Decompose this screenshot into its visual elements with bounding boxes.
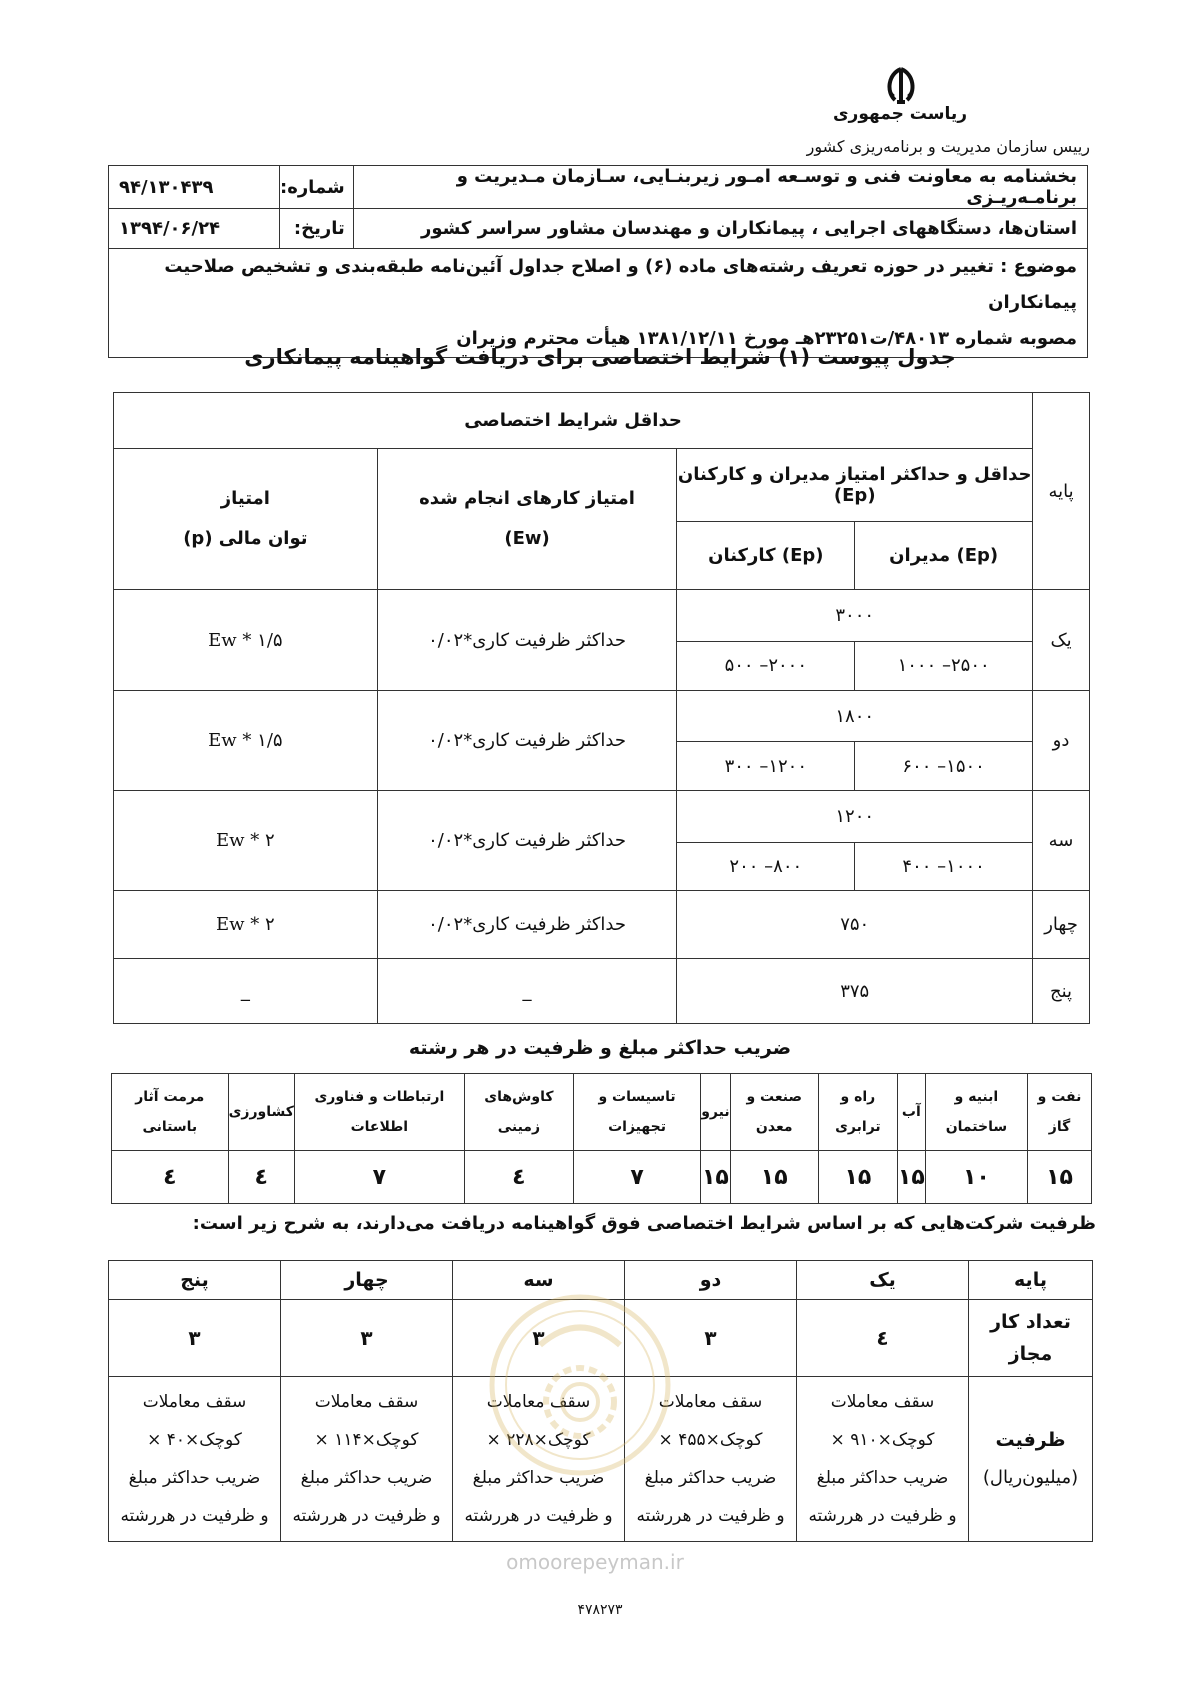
p-cell: _ xyxy=(114,959,378,1024)
managers-range-cell: ۱۰۰۰– ۴۰۰ xyxy=(855,842,1033,891)
grade-col-cell: سه xyxy=(453,1261,625,1300)
capacity-line: کوچک×۴۰ × xyxy=(147,1430,242,1450)
iran-emblem-icon xyxy=(878,66,924,106)
capacity-line: ضریب حداکثر مبلغ xyxy=(644,1468,777,1488)
date-label: تاریخ: xyxy=(280,209,354,249)
number-label: شماره: xyxy=(280,166,354,209)
capacity-line: و ظرفیت در هررشته xyxy=(808,1506,957,1526)
field-value-cell: ۱۵ xyxy=(701,1151,730,1204)
p-header xyxy=(114,449,378,590)
field-name-cell: نفت و گاز xyxy=(1028,1074,1092,1151)
managers-range-cell: ۱۵۰۰– ۶۰۰ xyxy=(855,742,1033,791)
grade-col-cell: دو xyxy=(625,1261,797,1300)
field-value-cell: ۷ xyxy=(573,1151,700,1204)
ew-header-sub: (Ew) xyxy=(504,528,550,550)
field-name-cell: ارتباطات و فناوری اطلاعات xyxy=(294,1074,464,1151)
managers-range-cell: ۲۵۰۰– ۱۰۰۰ xyxy=(855,642,1033,691)
jobs-cell: ۳ xyxy=(281,1300,453,1377)
field-name-cell: ابنیه و ساختمان xyxy=(925,1074,1027,1151)
p-cell: ۱/۵ * Ew xyxy=(114,590,378,690)
grade-col-cell: پنج xyxy=(109,1261,281,1300)
grade-cell: سه xyxy=(1033,790,1090,890)
field-name-cell: نیرو xyxy=(701,1074,730,1151)
ep-total-cell: ۳۷۵ xyxy=(677,959,1033,1024)
jobs-cell: ٤ xyxy=(797,1300,969,1377)
capacity-line: سقف معاملات xyxy=(142,1392,247,1412)
managers-header: (Ep) مدیران xyxy=(855,522,1033,590)
field-name-cell: کاوش‌های زمینی xyxy=(464,1074,573,1151)
field-value-cell: ۷ xyxy=(294,1151,464,1204)
jobs-cell: ۳ xyxy=(109,1300,281,1377)
ew-cell: _ xyxy=(377,959,677,1024)
capacity-line: و ظرفیت در هررشته xyxy=(636,1506,785,1526)
subject-line-2: مصوبه شماره ۴۸۰۱۳/ت۲۳۲۵۱هـ مورخ ۱۳۸۱/۱۲/۱۱ هیأت محترم وزیران xyxy=(456,328,1077,349)
ep-total-cell: ۱۸۰۰ xyxy=(677,690,1033,742)
p-cell: ۱/۵ * Ew xyxy=(114,690,378,790)
ew-header-label: امتیاز کارهای انجام شده xyxy=(419,488,635,510)
field-name-cell: راه و ترابری xyxy=(818,1074,897,1151)
field-value-cell: ۱۵ xyxy=(818,1151,897,1204)
capacity-line: کوچک×۹۱۰ × xyxy=(830,1430,935,1450)
head-official-line: رییس سازمان مدیریت و برنامه‌ریزی کشور xyxy=(806,137,1090,156)
field-value-cell: ٤ xyxy=(464,1151,573,1204)
staff-range-cell: ۱۲۰۰– ۳۰۰ xyxy=(677,742,855,791)
presidency-title: ریاست جمهوری xyxy=(832,104,968,124)
page-number: ۴۷۸۲۷۳ xyxy=(577,1602,623,1618)
capacity-cell xyxy=(797,1377,969,1542)
capacity-line: ضریب حداکثر مبلغ xyxy=(816,1468,949,1488)
ew-cell: حداکثر ظرفیت کاری*۰/۰۲ xyxy=(377,790,677,890)
capacity-line: کوچک×۲۲۸ × xyxy=(486,1430,591,1450)
capacity-line: سقف معاملات xyxy=(658,1392,763,1412)
grade-cell: یک xyxy=(1033,590,1090,690)
ep-total-cell: ۳۰۰۰ xyxy=(677,590,1033,642)
p-cell: ۲ * Ew xyxy=(114,790,378,890)
capacity-cell xyxy=(109,1377,281,1542)
capacity-line: و ظرفیت در هررشته xyxy=(120,1506,269,1526)
date-value: ۱۳۹۴/۰۶/۲۴ xyxy=(109,209,280,249)
capacity-line: و ظرفیت در هررشته xyxy=(464,1506,613,1526)
field-value-cell: ۱۰ xyxy=(925,1151,1027,1204)
field-value-cell: ۱۵ xyxy=(1028,1151,1092,1204)
ep-total-cell: ۷۵۰ xyxy=(677,891,1033,959)
field-name-cell: تاسیسات و تجهیزات xyxy=(573,1074,700,1151)
coefficient-table xyxy=(111,1073,1092,1204)
field-name-cell: مرمت آثار باستانی xyxy=(112,1074,229,1151)
field-name-cell: آب xyxy=(897,1074,925,1151)
capacity-line: ضریب حداکثر مبلغ xyxy=(300,1468,433,1488)
capacity-line: و ظرفیت در هررشته xyxy=(292,1506,441,1526)
jobs-cell: ۳ xyxy=(625,1300,797,1377)
capacity-line: ضریب حداکثر مبلغ xyxy=(472,1468,605,1488)
ep-header: حداقل و حداکثر امتیاز مدیران و کارکنان (Ep) xyxy=(677,449,1033,522)
capacity-line: ضریب حداکثر مبلغ xyxy=(128,1468,261,1488)
field-name-cell: کشاورزی xyxy=(228,1074,294,1151)
grade-col-cell: یک xyxy=(797,1261,969,1300)
capacity-line: سقف معاملات xyxy=(486,1392,591,1412)
capacity-cell xyxy=(281,1377,453,1542)
header-box xyxy=(108,165,1088,358)
field-value-cell: ٤ xyxy=(112,1151,229,1204)
number-value: ۹۴/۱۳۰۴۳۹ xyxy=(109,166,280,209)
capacity-line: سقف معاملات xyxy=(314,1392,419,1412)
field-name-cell: صنعت و معدن xyxy=(730,1074,818,1151)
grade-cell: چهار xyxy=(1033,891,1090,959)
special-conditions-table xyxy=(113,392,1090,1024)
capacity-unit: (میلیون‌ریال) xyxy=(982,1467,1079,1488)
staff-header: (Ep) کارکنان xyxy=(677,522,855,590)
ew-header xyxy=(377,449,677,590)
capacity-label: ظرفیت xyxy=(995,1429,1066,1451)
p-header-sub: توان مالی (p) xyxy=(183,528,308,550)
capacity-line: کوچک×۴۵۵ × xyxy=(658,1430,763,1450)
grade-col-cell: چهار xyxy=(281,1261,453,1300)
coefficient-title: ضریب حداکثر مبلغ و ظرفیت در هر رشته xyxy=(408,1037,792,1059)
min-conditions-header: حداقل شرایط اختصاصی xyxy=(114,393,1033,449)
recipient-line-2: استان‌ها، دستگاههای اجرایی ، پیمانکاران و مهندسان مشاور سراسر کشور xyxy=(353,209,1087,249)
capacity-line: کوچک×۱۱۴ × xyxy=(314,1430,419,1450)
field-value-cell: ۱۵ xyxy=(730,1151,818,1204)
p-cell: ۲ * Ew xyxy=(114,891,378,959)
grade-cell: پنج xyxy=(1033,959,1090,1024)
subject-line-1: موضوع : تغییر در حوزه تعریف رشته‌های ماده (۶) و اصلاح جداول آئین‌نامه طبقه‌بندی و تشخیص صلاحیت پیمانکاران xyxy=(164,256,1077,313)
recipient-line-1: بخشنامه به معاونت فنی و توسـعه امـور زیربنـایی، سـازمان مـدیریت و برنامـه‌ریـزی xyxy=(353,166,1087,209)
capacity-line: سقف معاملات xyxy=(830,1392,935,1412)
grade-header: پایه xyxy=(1033,393,1090,590)
seal-watermark xyxy=(485,1290,675,1480)
capacity-title: ظرفیت شرکت‌هایی که بر اساس شرایط اختصاصی فوق گواهینامه دریافت می‌دارند، به شرح زیر است: xyxy=(192,1213,1096,1234)
ew-cell: حداکثر ظرفیت کاری*۰/۰۲ xyxy=(377,590,677,690)
main-title: جدول پیوست (۱) شرایط اختصاصی برای دریافت گواهینامه پیمانکاری xyxy=(244,345,956,369)
staff-range-cell: ۲۰۰۰– ۵۰۰ xyxy=(677,642,855,691)
subject-cell xyxy=(109,249,1088,358)
grade-cell: دو xyxy=(1033,690,1090,790)
capacity-label-cell xyxy=(969,1377,1093,1542)
jobs-cell: ۳ xyxy=(453,1300,625,1377)
ew-cell: حداکثر ظرفیت کاری*۰/۰۲ xyxy=(377,690,677,790)
p-header-label: امتیاز xyxy=(220,488,270,510)
ep-total-cell: ۱۲۰۰ xyxy=(677,790,1033,842)
jobs-label-cell: تعداد کار مجاز xyxy=(969,1300,1093,1377)
field-value-cell: ٤ xyxy=(228,1151,294,1204)
field-value-cell: ۱۵ xyxy=(897,1151,925,1204)
staff-range-cell: ۸۰۰– ۲۰۰ xyxy=(677,842,855,891)
ew-cell: حداکثر ظرفیت کاری*۰/۰۲ xyxy=(377,891,677,959)
grade-label-cell: پایه xyxy=(969,1261,1093,1300)
watermark-site: omoorepeyman.ir xyxy=(506,1550,684,1574)
